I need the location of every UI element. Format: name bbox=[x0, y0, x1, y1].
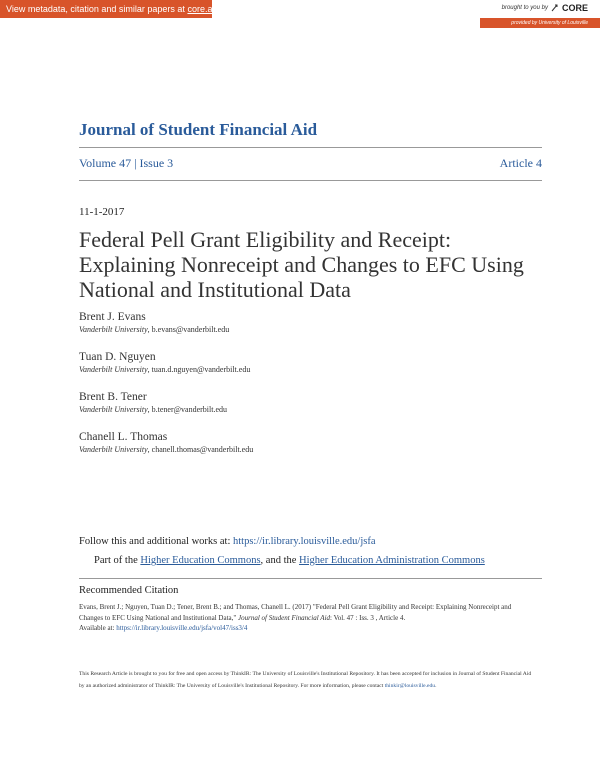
higher-education-commons-link[interactable]: Higher Education Commons bbox=[140, 555, 261, 566]
author-list bbox=[79, 310, 253, 470]
divider-top bbox=[79, 147, 542, 148]
available-at-label: Available at: bbox=[79, 624, 117, 632]
core-logo-icon bbox=[550, 3, 560, 13]
journal-title[interactable]: Journal of Student Financial Aid bbox=[79, 120, 318, 139]
follow-text: Follow this and additional works at: bbox=[79, 536, 233, 547]
article-url-link[interactable]: https://ir.library.louisville.edu/jsfa/vol47/iss3/4 bbox=[116, 624, 248, 632]
partof-line bbox=[94, 555, 485, 566]
divider-bottom bbox=[79, 180, 542, 181]
article-number-link[interactable]: Article 4 bbox=[499, 156, 542, 170]
partof-prefix: Part of the bbox=[94, 555, 141, 566]
citation-text bbox=[79, 602, 534, 634]
disclaimer bbox=[79, 668, 534, 692]
author-name: Brent B. Tener bbox=[79, 391, 147, 403]
divider-citation bbox=[79, 578, 542, 579]
citation-journal: Journal of Student Financial Aid bbox=[237, 613, 331, 622]
brought-by-text: brought to you by bbox=[501, 5, 548, 11]
core-logo[interactable]: CORE bbox=[561, 3, 588, 13]
author-affiliation bbox=[79, 444, 253, 455]
follow-line bbox=[79, 536, 376, 547]
author-institution: Vanderbilt University bbox=[79, 365, 148, 374]
author bbox=[79, 350, 253, 375]
author-affiliation bbox=[79, 324, 253, 335]
core-banner-text: View metadata, citation and similar papers at bbox=[6, 4, 188, 14]
provided-by: provided by University of Louisville bbox=[480, 18, 600, 28]
disclaimer-text: This Research Article is brought to you for free and open access by ThinkIR: The University of Louisville's Institutional Repository. It has been accepted for inclusion in Journal of Student Financial Aid by an authorized administrator of ThinkIR: The University of Louisville's Institutional Repository. For more information, please contact bbox=[79, 671, 532, 689]
author-affiliation bbox=[79, 404, 253, 415]
author-name: Tuan D. Nguyen bbox=[79, 351, 156, 363]
author-institution: Vanderbilt University bbox=[79, 325, 148, 334]
recommended-citation-heading: Recommended Citation bbox=[79, 585, 179, 596]
disclaimer-end: . bbox=[435, 683, 437, 689]
author bbox=[79, 310, 253, 335]
publication-date: 11-1-2017 bbox=[79, 206, 125, 218]
author bbox=[79, 430, 253, 455]
core-header bbox=[0, 0, 600, 30]
author-name: Brent J. Evans bbox=[79, 311, 146, 323]
citation-volume: : Vol. 47 : Iss. 3 , Article 4. bbox=[330, 613, 406, 622]
issue-row bbox=[79, 156, 542, 171]
article-title: Federal Pell Grant Eligibility and Receipt: Explaining Nonreceipt and Changes to EFC Using National and Institutional Data bbox=[79, 227, 524, 302]
author-affiliation bbox=[79, 364, 253, 375]
author-institution: Vanderbilt University bbox=[79, 445, 148, 454]
author-email[interactable]: , chanell.thomas@vanderbilt.edu bbox=[147, 445, 254, 454]
partof-mid: , and the bbox=[260, 555, 300, 566]
volume-issue-link[interactable]: Volume 47 | Issue 3 bbox=[79, 156, 174, 170]
contact-email-link[interactable]: thinkir@louisville.edu bbox=[384, 683, 436, 689]
author-institution: Vanderbilt University bbox=[79, 405, 148, 414]
repository-link[interactable]: https://ir.library.louisville.edu/jsfa bbox=[233, 536, 376, 547]
citation-body: Evans, Brent J.; Nguyen, Tuan D.; Tener, Brent B.; and Thomas, Chanell L. (2017) "Federal Pell Grant Eligibility and Receipt: Explaining Nonreceipt and Changes to EFC Using National and Institutional Data," bbox=[79, 603, 512, 622]
author-name: Chanell L. Thomas bbox=[79, 431, 168, 443]
author-email[interactable]: , b.evans@vanderbilt.edu bbox=[147, 325, 230, 334]
author-email[interactable]: , tuan.d.nguyen@vanderbilt.edu bbox=[147, 365, 251, 374]
core-banner[interactable] bbox=[0, 0, 229, 18]
author bbox=[79, 390, 253, 415]
author-email[interactable]: , b.tener@vanderbilt.edu bbox=[147, 405, 227, 414]
brought-by bbox=[502, 3, 588, 13]
core-banner-link[interactable]: core.ac.uk bbox=[187, 4, 229, 14]
higher-education-administration-commons-link[interactable]: Higher Education Administration Commons bbox=[299, 555, 485, 566]
